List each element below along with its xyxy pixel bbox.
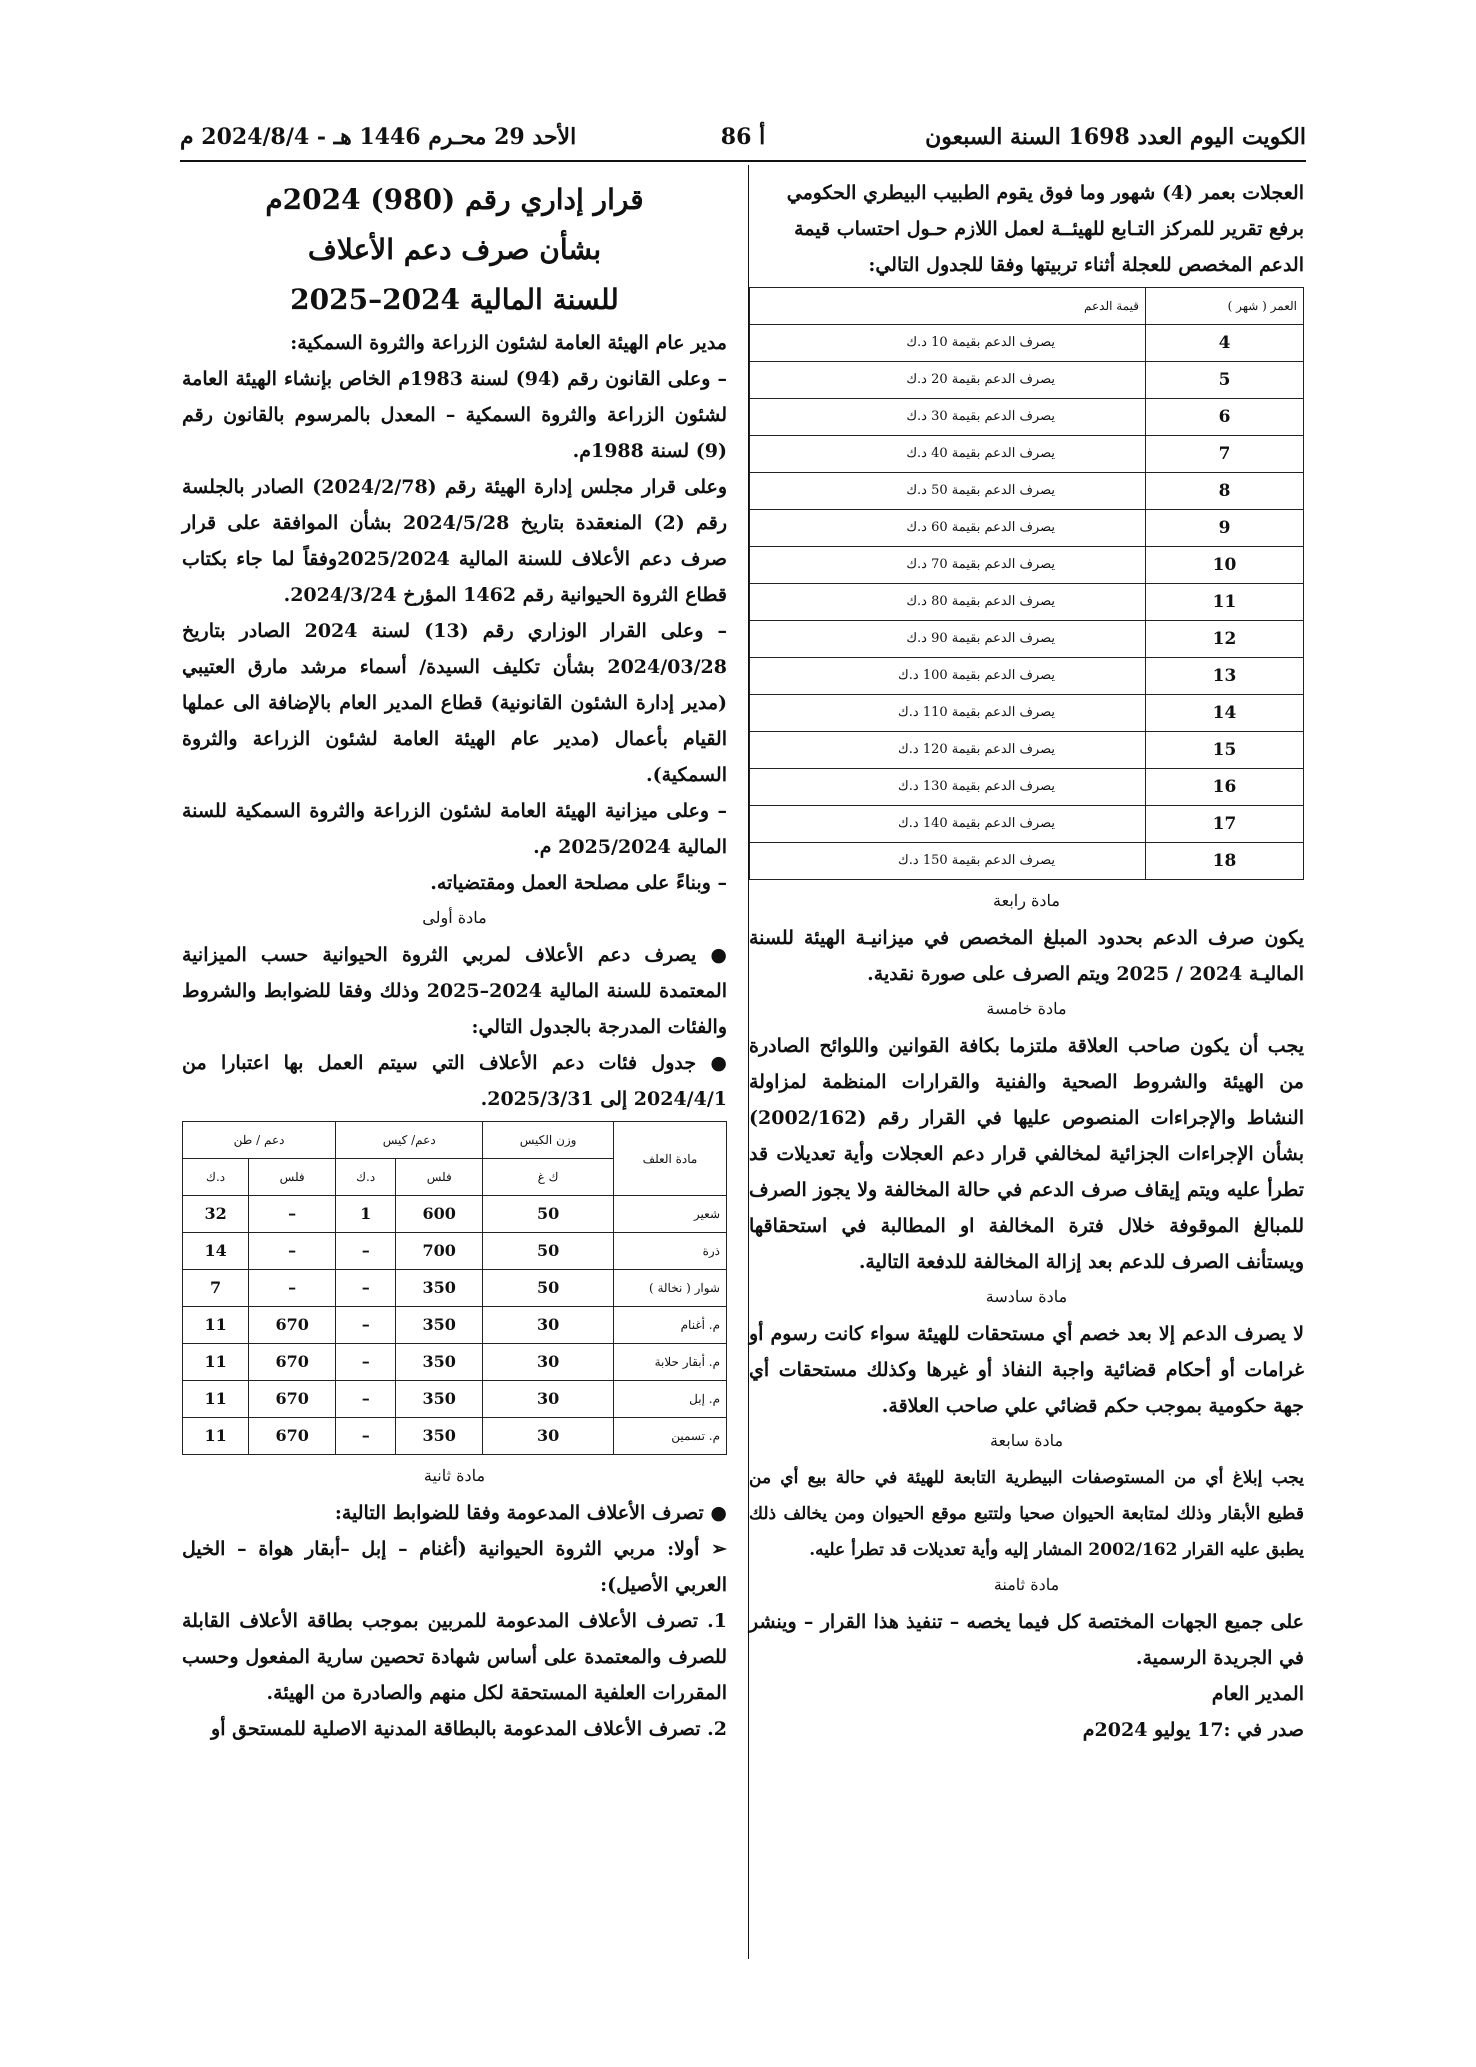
weight-header: وزن الكيس xyxy=(483,1122,614,1159)
bag-fils-cell: 350 xyxy=(396,1307,483,1344)
ton-kd-cell: 11 xyxy=(183,1307,249,1344)
support-value-cell: يصرف الدعم بقيمة 70 د.ك xyxy=(750,547,1146,584)
bag-fils-cell: 350 xyxy=(396,1344,483,1381)
support-value-cell: يصرف الدعم بقيمة 40 د.ك xyxy=(750,436,1146,473)
table-row xyxy=(750,473,1304,510)
bag-weight-cell: 50 xyxy=(483,1196,614,1233)
bag-weight-cell: 50 xyxy=(483,1233,614,1270)
paragraph: – وبناءً على مصلحة العمل ومقتضياته. xyxy=(430,872,727,894)
page-number: أ 86 xyxy=(720,124,766,150)
table-row xyxy=(750,695,1304,732)
paragraph: ➢ أولا: مربي الثروة الحيوانية (أغنام – إبل –أبقار هواة – الخيل العربي الأصيل): xyxy=(182,1538,727,1596)
bag-kd-cell: – xyxy=(336,1344,396,1381)
bag-weight-cell: 30 xyxy=(483,1344,614,1381)
ton-fils-cell: – xyxy=(249,1270,336,1307)
table-row xyxy=(183,1307,727,1344)
paragraph: 2. تصرف الأعلاف المدعومة بالبطاقة المدنية الاصلية للمستحق أو xyxy=(211,1718,727,1740)
paragraph: ● يصرف دعم الأعلاف لمربي الثروة الحيوانية حسب الميزانية المعتمدة للسنة المالية 2024–2025 وذلك وفقا للضوابط والشروط والفئات المدرجة بالجدول التالي: xyxy=(182,944,727,1038)
ton-support-header: دعم / طن xyxy=(183,1122,336,1159)
paragraph: وعلى قرار مجلس إدارة الهيئة رقم (2024/2/78) الصادر بالجلسة رقم (2) المنعقدة بتاريخ 2024/5/28 بشأن الموافقة على قرار صرف دعم الأعلاف للسنة المالية 2025/2024وفقاً لما جاء بكتاب قطاع الثروة الحيوانية رقم 1462 المؤرخ 2024/3/24. xyxy=(182,476,727,606)
support-value-cell: يصرف الدعم بقيمة 30 د.ك xyxy=(750,399,1146,436)
bag-kd-cell: 1 xyxy=(336,1196,396,1233)
bag-fils-cell: 700 xyxy=(396,1233,483,1270)
bag-kd-cell: – xyxy=(336,1270,396,1307)
bag-weight-cell: 30 xyxy=(483,1381,614,1418)
age-cell: 16 xyxy=(1146,769,1304,806)
table-row xyxy=(750,732,1304,769)
age-cell: 13 xyxy=(1146,658,1304,695)
age-header: العمر ( شهر ) xyxy=(1146,288,1304,325)
decision-subject: بشأن صرف دعم الأعلاف xyxy=(307,233,602,266)
ton-kd-cell: 32 xyxy=(183,1196,249,1233)
issue-info: الكويت اليوم العدد 1698 السنة السبعون xyxy=(925,124,1306,150)
ton-kd-cell: 11 xyxy=(183,1418,249,1455)
decision-year: للسنة المالية 2024–2025 xyxy=(290,283,619,316)
article-7-text: يجب إبلاغ أي من المستوصفات البيطرية التابعة للهيئة في حالة بيع أي من قطيع الأبقار وذلك لمتابعة الحيوان صحيا ولتتبع موقع الحيوان ومن يخالف ذلك يطبق عليه القرار 2002/162 المشار إليه وأية تعديلات قد تطرأ عليه. xyxy=(749,1468,1304,1560)
table-row xyxy=(750,658,1304,695)
kg-subheader: ك غ xyxy=(483,1159,614,1196)
age-cell: 17 xyxy=(1146,806,1304,843)
age-cell: 8 xyxy=(1146,473,1304,510)
ton-fils-cell: 670 xyxy=(249,1381,336,1418)
bag-fils-cell: 350 xyxy=(396,1418,483,1455)
table-row xyxy=(750,436,1304,473)
bag-kd-cell: – xyxy=(336,1307,396,1344)
support-value-cell: يصرف الدعم بقيمة 140 د.ك xyxy=(750,806,1146,843)
article-8-text: على جميع الجهات المختصة كل فيما يخصه – تنفيذ هذا القرار – وينشر في الجريدة الرسمية. xyxy=(749,1611,1304,1669)
table-row xyxy=(183,1196,727,1233)
feed-name-cell: ذرة xyxy=(614,1233,727,1270)
paragraph: – وعلى القانون رقم (94) لسنة 1983م الخاص بإنشاء الهيئة العامة لشئون الزراعة والثروة السمكية – المعدل بالمرسوم بالقانون رقم (9) لسنة 1988م. xyxy=(182,368,727,462)
support-value-cell: يصرف الدعم بقيمة 130 د.ك xyxy=(750,769,1146,806)
bag-fils-cell: 350 xyxy=(396,1381,483,1418)
ton-kd-cell: 11 xyxy=(183,1344,249,1381)
feed-name-cell: م. أبقار حلابة xyxy=(614,1344,727,1381)
age-cell: 15 xyxy=(1146,732,1304,769)
feed-name-cell: شوار ( نخالة ) xyxy=(614,1270,727,1307)
issue-statement: صدر في :17 يوليو 2024م xyxy=(1082,1719,1304,1741)
age-cell: 9 xyxy=(1146,510,1304,547)
ton-kd-cell: 14 xyxy=(183,1233,249,1270)
ton-kd-cell: 7 xyxy=(183,1270,249,1307)
ton-fils-cell: 670 xyxy=(249,1307,336,1344)
support-value-cell: يصرف الدعم بقيمة 50 د.ك xyxy=(750,473,1146,510)
feed-name-cell: م. أغنام xyxy=(614,1307,727,1344)
age-support-table xyxy=(749,287,1304,880)
table-row xyxy=(183,1381,727,1418)
table-row xyxy=(750,806,1304,843)
article-8-title: مادة ثامنة xyxy=(993,1575,1060,1594)
age-cell: 12 xyxy=(1146,621,1304,658)
fils-subheader: فلس xyxy=(249,1159,336,1196)
article-5-title: مادة خامسة xyxy=(986,999,1067,1018)
table-row xyxy=(750,769,1304,806)
paragraph: – وعلى القرار الوزاري رقم (13) لسنة 2024 الصادر بتاريخ 2024/03/28 بشأن تكليف السيدة/ أسماء مرشد مارق العتيبي (مدير إدارة الشئون القانونية) قطاع المدير العام بالإضافة الى عملها القيام بأعمال (مدير عام الهيئة العامة لشئون الزراعة والثروة السمكية). xyxy=(182,620,727,786)
ton-fils-cell: 670 xyxy=(249,1418,336,1455)
article-6-text: لا يصرف الدعم إلا بعد خصم أي مستحقات للهيئة سواء كانت رسوم أو غرامات أو أحكام قضائية واجبة النفاذ أو غيرها وكذلك مستحقات أي جهة حكومية بموجب حكم قضائي علي صاحب العلاقة. xyxy=(749,1323,1304,1417)
support-value-cell: يصرف الدعم بقيمة 60 د.ك xyxy=(750,510,1146,547)
article-4-text: يكون صرف الدعم بحدود المبلغ المخصص في ميزانيـة الهيئة للسنة الماليـة 2024 / 2025 ويتم الصرف على صورة نقدية. xyxy=(749,927,1304,985)
decision-title: قرار إداري رقم (980) 2024م xyxy=(265,183,644,216)
value-header: قيمة الدعم xyxy=(750,288,1146,325)
kd-subheader: د.ك xyxy=(336,1159,396,1196)
table-row xyxy=(183,1344,727,1381)
support-value-cell: يصرف الدعم بقيمة 10 د.ك xyxy=(750,325,1146,362)
age-cell: 11 xyxy=(1146,584,1304,621)
bag-kd-cell: – xyxy=(336,1418,396,1455)
paragraph: ● تصرف الأعلاف المدعومة وفقا للضوابط التالية: xyxy=(334,1502,727,1524)
bag-fils-cell: 600 xyxy=(396,1196,483,1233)
signature: المدير العام xyxy=(1211,1683,1304,1705)
table-row xyxy=(750,510,1304,547)
article-5-text: يجب أن يكون صاحب العلاقة ملتزما بكافة القوانين واللوائح الصادرة من الهيئة والشروط الصحية والفنية والقرارات المنظمة لمزاولة النشاط والإجراءات المنصوص عليها في القرار رقم (2002/162) بشأن الإجراءات الجزائية لمخالفي قرار دعم العجلات وأية تعديلات قد تطرأ عليه ويتم إيقاف صرف الدعم في حالة المخالفة ولا يجوز الصرف للمبالغ الموقوفة خلال فترة المخالفة او المطالبة في استحقاقها ويستأنف الصرف للدعم بعد إزالة المخالفة للدفعة التالية. xyxy=(749,1035,1304,1273)
bag-fils-cell: 350 xyxy=(396,1270,483,1307)
support-value-cell: يصرف الدعم بقيمة 120 د.ك xyxy=(750,732,1146,769)
right-column xyxy=(749,175,1304,1748)
support-value-cell: يصرف الدعم بقيمة 20 د.ك xyxy=(750,362,1146,399)
bag-support-header: دعم/ كيس xyxy=(336,1122,483,1159)
age-cell: 4 xyxy=(1146,325,1304,362)
age-cell: 10 xyxy=(1146,547,1304,584)
support-value-cell: يصرف الدعم بقيمة 150 د.ك xyxy=(750,843,1146,880)
fils-subheader: فلس xyxy=(396,1159,483,1196)
ton-fils-cell: – xyxy=(249,1233,336,1270)
article-7-title: مادة سابعة xyxy=(989,1431,1064,1450)
support-value-cell: يصرف الدعم بقيمة 80 د.ك xyxy=(750,584,1146,621)
article-4-title: مادة رابعة xyxy=(993,891,1060,910)
support-value-cell: يصرف الدعم بقيمة 100 د.ك xyxy=(750,658,1146,695)
paragraph: مدير عام الهيئة العامة لشئون الزراعة والثروة السمكية: xyxy=(290,332,727,354)
table-row xyxy=(750,547,1304,584)
article-1-title: مادة أولى xyxy=(422,908,487,927)
age-cell: 6 xyxy=(1146,399,1304,436)
kd-subheader: د.ك xyxy=(183,1159,249,1196)
table-row xyxy=(750,325,1304,362)
bag-weight-cell: 50 xyxy=(483,1270,614,1307)
ton-fils-cell: 670 xyxy=(249,1344,336,1381)
feed-header: مادة العلف xyxy=(614,1122,727,1196)
feed-name-cell: شعير xyxy=(614,1196,727,1233)
header-rule xyxy=(180,160,1306,162)
ton-kd-cell: 11 xyxy=(183,1381,249,1418)
support-value-cell: يصرف الدعم بقيمة 90 د.ك xyxy=(750,621,1146,658)
table-row xyxy=(750,584,1304,621)
table-row xyxy=(750,399,1304,436)
feed-support-table xyxy=(182,1121,727,1455)
age-cell: 5 xyxy=(1146,362,1304,399)
bag-weight-cell: 30 xyxy=(483,1418,614,1455)
paragraph: – وعلى ميزانية الهيئة العامة لشئون الزراعة والثروة السمكية للسنة المالية 2025/2024 م. xyxy=(182,800,727,858)
intro-line: العجلات بعمر (4) شهور وما فوق يقوم الطبيب البيطري الحكومي xyxy=(786,182,1304,204)
intro-line: برفع تقرير للمركز التـابع للهيئــة لعمل اللازم حـول احتساب قيمة xyxy=(794,218,1304,240)
feed-name-cell: م. تسمين xyxy=(614,1418,727,1455)
article-2-title: مادة ثانية xyxy=(423,1466,486,1485)
age-cell: 18 xyxy=(1146,843,1304,880)
table-row xyxy=(183,1418,727,1455)
page-header xyxy=(180,118,1306,158)
age-cell: 7 xyxy=(1146,436,1304,473)
table-row xyxy=(183,1270,727,1307)
age-cell: 14 xyxy=(1146,695,1304,732)
article-6-title: مادة سادسة xyxy=(985,1287,1068,1306)
feed-name-cell: م. إبل xyxy=(614,1381,727,1418)
table-row xyxy=(750,843,1304,880)
ton-fils-cell: – xyxy=(249,1196,336,1233)
table-row xyxy=(750,621,1304,658)
left-column xyxy=(182,175,727,1747)
bag-kd-cell: – xyxy=(336,1233,396,1270)
bag-weight-cell: 30 xyxy=(483,1307,614,1344)
issue-date: الأحد 29 محـرم 1446 هـ - 2024/8/4 م xyxy=(180,124,577,150)
bag-kd-cell: – xyxy=(336,1381,396,1418)
paragraph: 1. تصرف الأعلاف المدعومة للمربين بموجب بطاقة الأعلاف القابلة للصرف والمعتمدة على أساس شهادة تحصين سارية المفعول وحسب المقررات العلفية المستحقة لكل منهم والصادرة من الهيئة. xyxy=(182,1610,727,1704)
table-row xyxy=(183,1233,727,1270)
support-value-cell: يصرف الدعم بقيمة 110 د.ك xyxy=(750,695,1146,732)
table-row xyxy=(750,362,1304,399)
paragraph: ● جدول فئات دعم الأعلاف التي سيتم العمل بها اعتبارا من 2024/4/1 إلى 2025/3/31. xyxy=(182,1052,727,1110)
intro-line: الدعم المخصص للعجلة أثناء تربيتها وفقا للجدول التالي: xyxy=(868,254,1304,276)
